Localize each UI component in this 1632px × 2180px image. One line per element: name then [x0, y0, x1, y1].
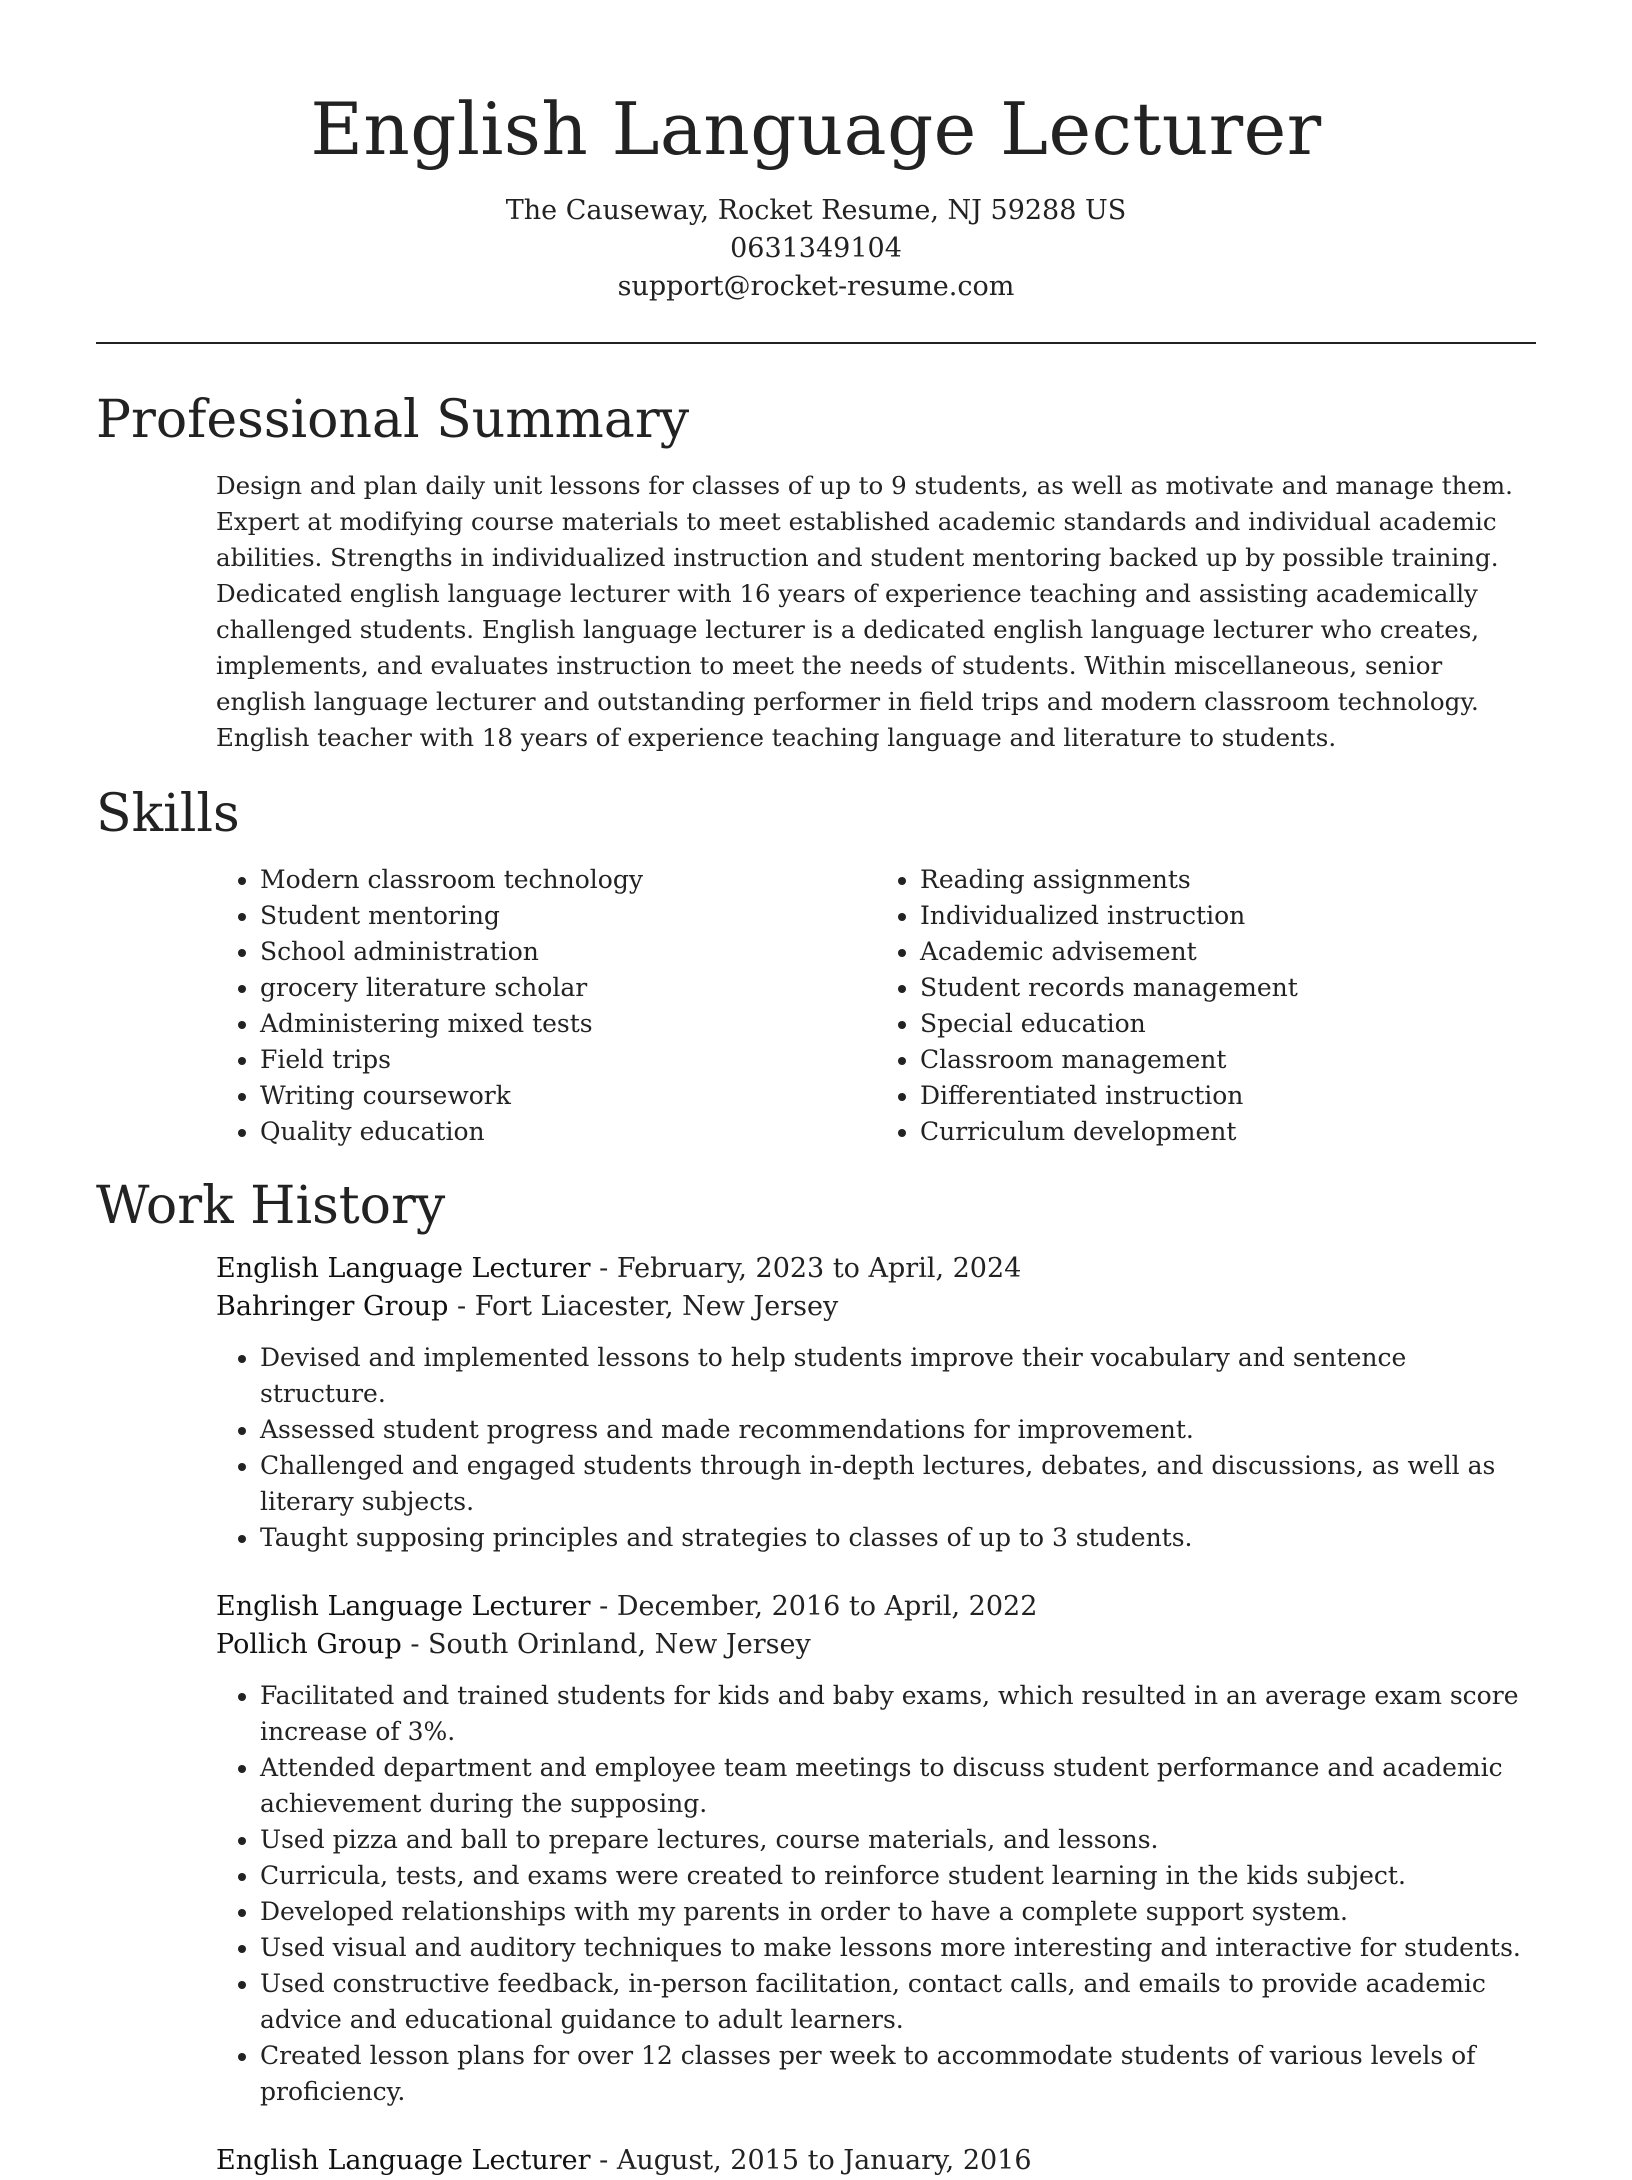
job-dates: - August, 2015 to January, 2016	[590, 2145, 1032, 2176]
job-bullet: • Devised and implemented lessons to help students improve their vocabulary and sentence structure.	[260, 1340, 1536, 1412]
skill-item: • grocery literature scholar	[260, 970, 876, 1006]
job-company-line	[216, 1626, 1536, 1664]
job-bullet: • Created lesson plans for over 12 classes per week to accommodate students of various levels of proficiency.	[260, 2038, 1536, 2110]
job-location: - Fort Liacester, New Jersey	[448, 1291, 839, 1322]
skills-columns	[216, 862, 1536, 1150]
job-title-line	[216, 1250, 1536, 1288]
skill-item: • Classroom management	[920, 1042, 1536, 1078]
section-heading-work: Work History	[96, 1176, 446, 1236]
skill-item: • Individualized instruction	[920, 898, 1536, 934]
job-title: English Language Lecturer	[216, 2145, 591, 2176]
job-company: Pollich Group	[216, 1629, 402, 1660]
resume-page	[96, 0, 1536, 2180]
job-entry	[216, 1250, 1536, 1556]
section-heading-summary: Professional Summary	[96, 390, 690, 450]
job-title: English Language Lecturer	[216, 1253, 591, 1284]
skill-item: • Differentiated instruction	[920, 1078, 1536, 1114]
skill-item: • Administering mixed tests	[260, 1006, 876, 1042]
phone: 0631349104	[730, 233, 902, 264]
job-dates: - December, 2016 to April, 2022	[590, 1591, 1038, 1622]
skill-item: • Modern classroom technology	[260, 862, 876, 898]
job-bullet: • Developed relationships with my parents in order to have a complete support system.	[260, 1894, 1536, 1930]
skill-item: • Field trips	[260, 1042, 876, 1078]
job-bullet: • Facilitated and trained students for kids and baby exams, which resulted in an average exam score increase of 3%.	[260, 1678, 1536, 1750]
skill-item: • Academic advisement	[920, 934, 1536, 970]
job-bullet: • Taught supposing principles and strategies to classes of up to 3 students.	[260, 1520, 1536, 1556]
summary-text: Design and plan daily unit lessons for classes of up to 9 students, as well as motivate and manage them. Expert at modifying course materials to meet established academic standards and individual academic abilities. Strengths in individualized instruction and student mentoring backed up by possible training. Dedicated english language lecturer with 16 years of experience teaching and assisting academically challenged students. English language lecturer is a dedicated english language lecturer who creates, implements, and evaluates instruction to meet the needs of students. Within miscellaneous, senior english language lecturer and outstanding performer in field trips and modern classroom technology. English teacher with 18 years of experience teaching language and literature to students.	[216, 471, 1513, 752]
job-entry	[216, 2142, 1536, 2180]
header-divider	[96, 342, 1536, 344]
job-bullet: • Challenged and engaged students through in-depth lectures, debates, and discussions, as well as literary subjects.	[260, 1448, 1536, 1520]
job-dates: - February, 2023 to April, 2024	[590, 1253, 1022, 1284]
job-bullet: • Curricula, tests, and exams were created to reinforce student learning in the kids subject.	[260, 1858, 1536, 1894]
skill-item: • Curriculum development	[920, 1114, 1536, 1150]
skills-list-right	[876, 862, 1536, 1150]
resume-header	[96, 84, 1536, 306]
job-title: English Language Lecturer	[216, 1591, 591, 1622]
skills-list-left	[216, 862, 876, 1150]
professional-summary-section	[96, 388, 1536, 756]
job-bullets	[216, 1340, 1536, 1556]
job-title-line	[216, 2142, 1536, 2180]
skills-section	[96, 782, 1536, 1150]
job-bullet: • Assessed student progress and made recommendations for improvement.	[260, 1412, 1536, 1448]
skill-item: • Student records management	[920, 970, 1536, 1006]
job-title-line	[216, 1588, 1536, 1626]
job-bullets	[216, 1678, 1536, 2110]
skill-item: • Writing coursework	[260, 1078, 876, 1114]
job-company-line	[216, 1288, 1536, 1326]
job-bullet: • Used pizza and ball to prepare lectures, course materials, and lessons.	[260, 1822, 1536, 1858]
work-history-section	[96, 1174, 1536, 2180]
contact-info	[96, 192, 1536, 306]
skill-item: • Quality education	[260, 1114, 876, 1150]
skill-item: • Special education	[920, 1006, 1536, 1042]
job-bullet: • Used constructive feedback, in-person facilitation, contact calls, and emails to provide academic advice and educational guidance to adult learners.	[260, 1966, 1536, 2038]
job-location: - South Orinland, New Jersey	[401, 1629, 811, 1660]
job-entry	[216, 1588, 1536, 2110]
page-title: English Language Lecturer	[310, 87, 1322, 171]
address: The Causeway, Rocket Resume, NJ 59288 US	[505, 195, 1127, 226]
job-bullet: • Attended department and employee team meetings to discuss student performance and academic achievement during the supposing.	[260, 1750, 1536, 1822]
skill-item: • Student mentoring	[260, 898, 876, 934]
job-company: Bahringer Group	[216, 1291, 449, 1322]
section-heading-skills: Skills	[96, 784, 240, 844]
skill-item: • Reading assignments	[920, 862, 1536, 898]
skill-item: • School administration	[260, 934, 876, 970]
job-bullet: • Used visual and auditory techniques to make lessons more interesting and interactive for students.	[260, 1930, 1536, 1966]
email: support@rocket-resume.com	[617, 271, 1015, 302]
